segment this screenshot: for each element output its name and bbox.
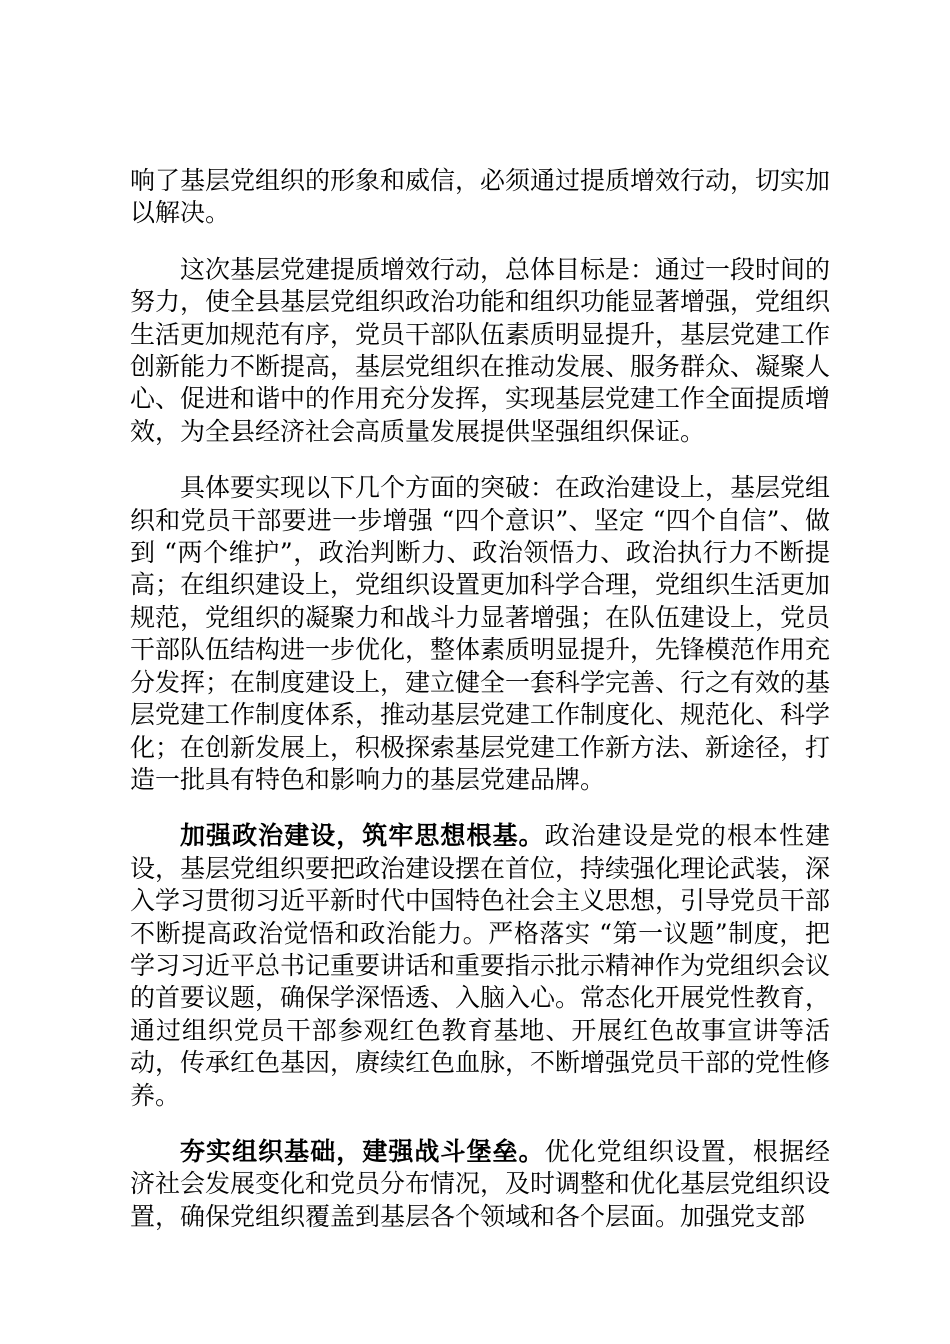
paragraph-text: 响了基层党组织的形象和威信，必须通过提质增效行动，切实加以解决。: [130, 166, 831, 228]
paragraph-text: 政治建设是党的根本性建设，基层党组织要把政治建设摆在首位，持续强化理论武装，深入学习贯彻习近平新时代中国特色社会主义思想，引导党员干部不断提高政治觉悟和政治能力。严格落实 “第一议题”制度，把学习习近平总书记重要讲话和重要指示批示精神作为党组织会议的首要议题，确保学深悟透、入脑入心。常态化开展党性教育，通过组织党员干部参观红色教育基地、开展红色故事宣讲等活动，传承红色基因，赓续红色血脉，不断增强党员干部的党性修养。: [130, 821, 831, 1110]
paragraph-text: 优化党组织设置，根据经济社会发展变化和党员分布情况，及时调整和优化基层党组织设置，确保党组织覆盖到基层各个领域和各个层面。加强党支部: [130, 1136, 831, 1231]
paragraph-breakthroughs: [130, 472, 830, 796]
paragraph-organization-foundation: [130, 1136, 830, 1233]
paragraph-lead-heading: 夯实组织基础，建强战斗堡垒。: [180, 1136, 545, 1166]
paragraph-political-building: [130, 820, 830, 1112]
paragraph-text: 具体要实现以下几个方面的突破：在政治建设上，基层党组织和党员干部要进一步增强 “四个意识”、坚定 “四个自信”、做到 “两个维护”，政治判断力、政治领悟力、政治执行力不断提高；在组织建设上，党组织设置更加科学合理，党组织生活更加规范，党组织的凝聚力和战斗力显著增强；在队伍建设上，党员干部队伍结构进一步优化，整体素质明显提升，先锋模范作用充分发挥；在制度建设上，建立健全一套科学完善、行之有效的基层党建工作制度体系，推动基层党建工作制度化、规范化、科学化；在创新发展上，积极探索基层党建工作新方法、新途径，打造一批具有特色和影响力的基层党建品牌。: [130, 473, 831, 794]
paragraph-lead-heading: 加强政治建设，筑牢思想根基。: [180, 821, 545, 851]
paragraph-overall-goal: [130, 254, 830, 448]
paragraph-continuation: [130, 165, 830, 230]
paragraph-text: 这次基层党建提质增效行动，总体目标是：通过一段时间的努力，使全县基层党组织政治功能和组织功能显著增强，党组织生活更加规范有序，党员干部队伍素质明显提升，基层党建工作创新能力不断提高，基层党组织在推动发展、服务群众、凝聚人心、促进和谐中的作用充分发挥，实现基层党建工作全面提质增效，为全县经济社会高质量发展提供坚强组织保证。: [130, 254, 831, 446]
document-body: [130, 165, 830, 1257]
